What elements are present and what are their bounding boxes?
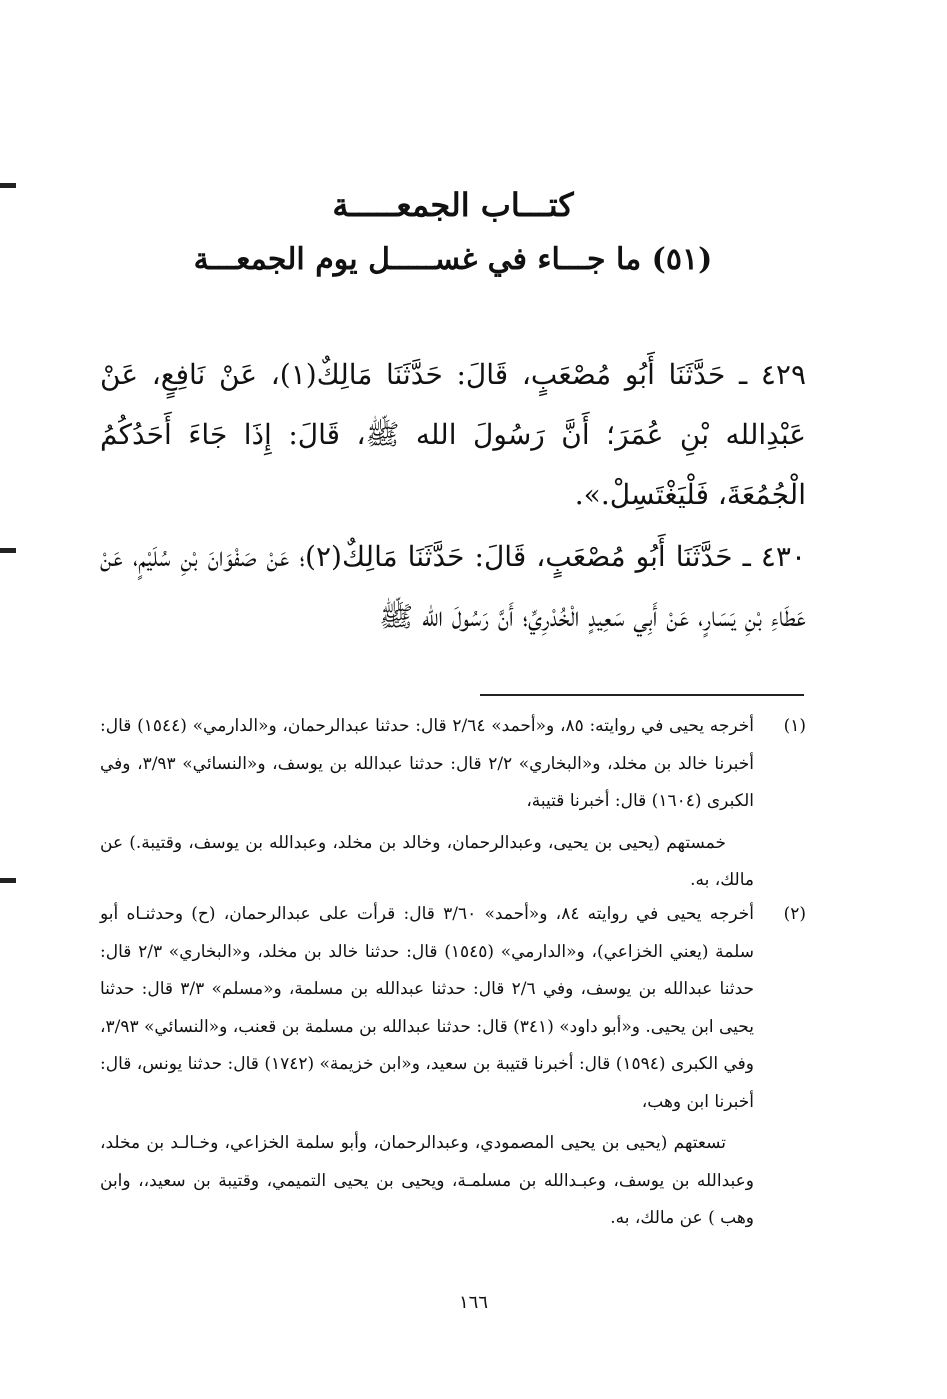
footnote-1 — [100, 708, 806, 900]
footnote-number: (١) — [783, 716, 806, 736]
footnote-body: أخرجه يحيى في روايته: ٨٥، و«أحمد» ٢/٦٤ قال: حدثنا عبدالرحمان، و«الدارمي» (١٥٤٤) قال: أخبرنا خالد بن مخلد، و«البخاري» ٢/٢ قال: حدثنا عبدالله بن يوسف، و«النسائي» ٣/٩٣، وفي الكبرى (١٦٠٤) قال: أخبرنا قتيبة، — [100, 716, 755, 811]
footnote-separator — [480, 694, 804, 696]
scan-edge-mark — [0, 548, 16, 553]
book-title: كتـــاب الجمعـــــة — [332, 186, 574, 224]
hadith-429: ٤٢٩ ـ حَدَّثَنَا أَبُو مُصْعَبٍ، قَالَ: حَدَّثَنَا مَالِكٌ(١)، عَنْ نَافِعٍ، عَنْ عَبْدِالله بْنِ عُمَرَ؛ أَنَّ رَسُولَ الله ﷺ، قَالَ: إِذَا جَاءَ أَحَدُكُمُ الْجُمُعَةَ، فَلْيَغْتَسِلْ.». — [100, 358, 806, 511]
scan-edge-mark — [0, 183, 16, 188]
chapter-title: (٥١) ما جـــاء في غســـــل يوم الجمعـــة — [193, 242, 713, 277]
page-number: ١٦٦ — [458, 1292, 488, 1313]
footnote-summary: خمستهم (يحيى بن يحيى، وعبدالرحمان، وخالد بن مخلد، وعبدالله بن يوسف، وقتيبة.) عن مالك، به. — [100, 832, 754, 890]
footnote-summary: تسعتهم (يحيى بن يحيى المصمودي، وعبدالرحمان، وأبو سلمة الخزاعي، وخـالـد بن مخلد، وعبدالله بن يوسف، وعبـدالله بن مسلمـة، ويحيى بن يحيى التميمي، وقتيبة بن سعيد،، وابن وهب ) عن مالك، به. — [100, 1133, 754, 1228]
footnote-2 — [100, 896, 806, 1238]
hadith-430: ٤٣٠ ـ حَدَّثَنَا أَبُو مُصْعَبٍ، قَالَ: حَدَّثَنَا مَالِكٌ(٢)؛ عَنْ صَفْوَانَ بْنِ سُلَيْمٍ، عَنْ عَطَاءِ بْنِ يَسَارٍ، عَنْ أَبِي سَعِيدٍ الْخُدْرِيِّ؛ أَنَّ رَسُولَ الله ﷺ — [100, 540, 806, 633]
footnote-body: أخرجه يحيى في روايته ٨٤، و«أحمد» ٣/٦٠ قال: قرأت على عبدالرحمان، (ح) وحدثنـاه أبو سلمة (يعني الخزاعي)، و«الدارمي» (١٥٤٥) قال: حدثنا خالد بن مخلد، و«البخاري» ٢/٣ قال: حدثنا عبدالله بن يوسف، وفي ٢/٦ قال: حدثنا عبدالله بن مسلمة، و«مسلم» ٣/٣ قال: حدثنا يحيى ابن يحيى. و«أبو داود» (٣٤١) قال: حدثنا عبدالله بن مسلمة بن قعنب، و«النسائي» ٣/٩٣، وفي الكبرى (١٥٩٤) قال: أخبرنا قتيبة بن سعيد، و«ابن خزيمة» (١٧٤٢) قال: حدثنا يونس، قال: أخبرنا ابن وهب، — [100, 904, 755, 1112]
scan-edge-mark — [0, 878, 16, 883]
footnote-number: (٢) — [783, 904, 806, 924]
